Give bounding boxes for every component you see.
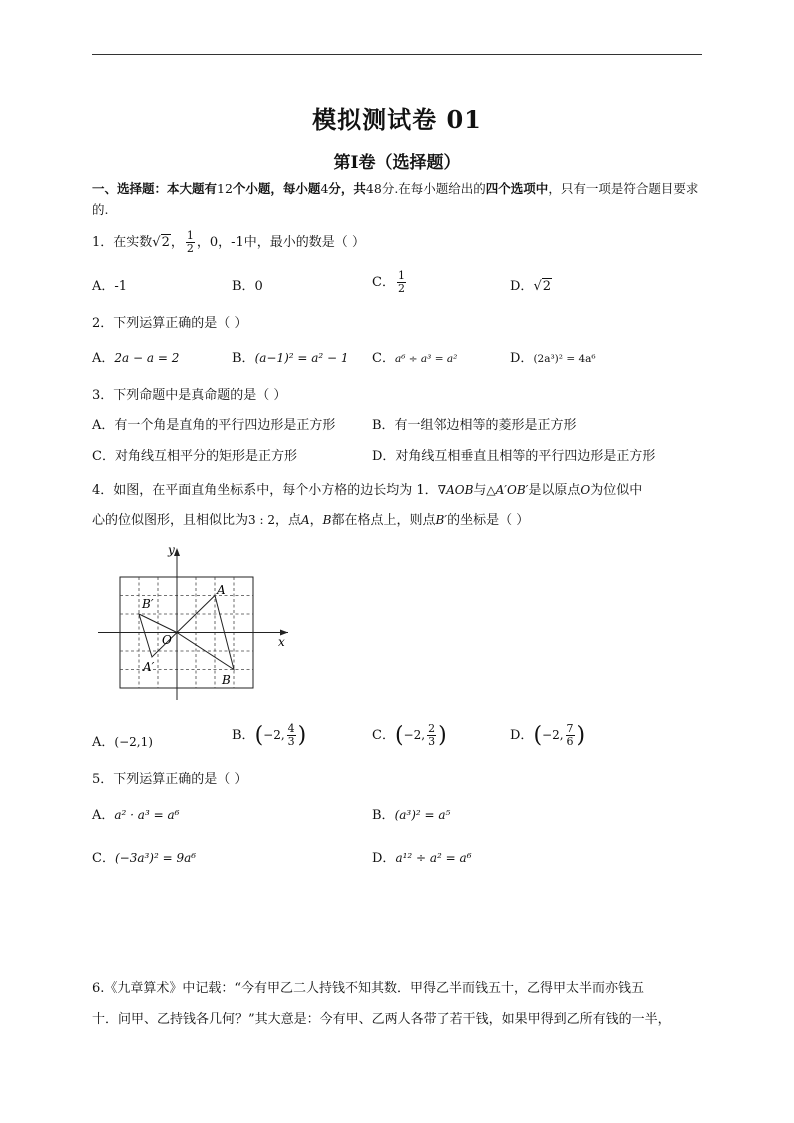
option-label: D．	[372, 851, 396, 866]
point-a-label: A	[217, 583, 226, 597]
q1-sep: ，	[170, 235, 184, 250]
q4-text: 4．如图，在平面直角坐标系中，每个小方格的边长均为 1．	[92, 483, 438, 498]
q4-text: 为位似中	[590, 483, 643, 498]
instructions-bold: 分，共	[328, 181, 366, 196]
question-1-stem	[92, 230, 365, 255]
q4-option-c	[372, 723, 447, 748]
q2-option-c	[372, 347, 457, 366]
x-axis-label: x	[278, 635, 285, 649]
question-4-stem-line-2	[92, 509, 529, 528]
q1-text: 1．在实数	[92, 235, 153, 250]
fraction	[427, 723, 436, 748]
math-expression: A	[300, 513, 310, 527]
option-label: C．	[372, 351, 395, 366]
math-expression: (−2,1)	[114, 735, 153, 749]
origin-label: O	[162, 633, 172, 647]
math-expression: O	[580, 483, 591, 497]
q1-option-d	[510, 275, 552, 294]
math-expression: △A′OB′	[486, 483, 529, 497]
q4-text: ，	[309, 513, 323, 528]
option-label: B．	[372, 808, 395, 823]
section-instructions	[92, 178, 712, 220]
option-label: D．	[510, 279, 534, 294]
q3-option-a: A．有一个角是直角的平行四边形是正方形	[92, 418, 336, 433]
option-label: A．	[92, 351, 115, 366]
q2-option-b	[232, 347, 349, 366]
q5-option-b	[372, 804, 450, 823]
math-expression: 3 : 2	[248, 513, 275, 527]
q4-text: 的坐标是（ ）	[447, 513, 530, 528]
math-expression: a⁶ ÷ a³ = a²	[394, 353, 458, 365]
q2-option-a	[92, 347, 179, 366]
q4-text: ，点	[274, 513, 301, 528]
instructions-num: 48	[365, 181, 382, 196]
math-expression: B	[322, 513, 332, 527]
point-b-prime-label: B′	[142, 597, 154, 611]
math-expression: (−3a³)² = 9a⁶	[114, 851, 197, 865]
instructions-bold: 四个选项中	[485, 181, 549, 196]
q5-option-a	[92, 804, 179, 823]
y-axis-label: y	[168, 543, 175, 557]
y-axis-arrow	[174, 548, 180, 556]
q4-text: 都在格点上，则点	[331, 513, 436, 528]
sqrt-expression: √2	[152, 235, 170, 250]
math-expression: 2a − a = 2	[114, 351, 180, 365]
numerator: 4	[287, 722, 295, 735]
option-label: D．	[510, 351, 534, 366]
numerator: 7	[566, 722, 574, 735]
numerator: 1	[397, 269, 405, 282]
question-6-line-1: 6.《九章算术》中记载：“今有甲乙二人持钱不知其数．甲得乙半而钱五十，乙得甲太半而亦钱五	[92, 981, 645, 996]
radicand: 2	[161, 235, 170, 250]
q3-option-d: D．对角线互相垂直且相等的平行四边形是正方形	[372, 449, 656, 464]
numerator: 2	[428, 722, 436, 735]
q3-option-c: C．对角线互相平分的矩形是正方形	[92, 449, 297, 464]
fraction	[566, 723, 575, 748]
option-label: C．	[372, 275, 395, 290]
math-expression: a² · a³ = a⁶	[114, 808, 180, 822]
question-2-stem: 2．下列运算正确的是（ ）	[92, 316, 248, 331]
paren: )	[297, 723, 307, 748]
paren: (	[254, 723, 264, 748]
q5-option-d	[372, 847, 472, 866]
q4-option-d	[510, 723, 585, 748]
option-label: A．	[92, 735, 115, 750]
denominator: 3	[428, 735, 436, 748]
math-expression: −2,	[542, 728, 564, 742]
fraction	[287, 723, 296, 748]
option-label: B．	[232, 728, 255, 743]
math-expression: B′	[435, 513, 448, 527]
sqrt-expression: √2	[533, 279, 552, 294]
question-6-line-2: 十．问甲、乙持钱各几何？”其大意是：今有甲、乙两人各带了若干钱，如果甲得到乙所有钱的一半，	[92, 1012, 671, 1027]
question-4-stem-line-1	[92, 479, 642, 498]
section-title: 第Ⅰ卷（选择题）	[333, 153, 461, 173]
numerator: 1	[186, 229, 194, 242]
q4-option-b	[232, 723, 306, 748]
denominator: 6	[566, 735, 574, 748]
instructions-num: 4	[320, 181, 329, 196]
q5-option-c	[92, 847, 196, 866]
radicand: 2	[542, 279, 552, 294]
paren: )	[576, 723, 586, 748]
math-expression: −2,	[263, 728, 285, 742]
q1-text: ，0，-1中，最小的数是（ ）	[196, 235, 365, 250]
instructions-num: 12	[217, 181, 233, 196]
q4-text: 与	[473, 483, 487, 498]
option-label: C．	[92, 851, 115, 866]
instructions-text: 分.在每小题给出的	[381, 181, 486, 196]
math-expression: (a³)² = a⁵	[394, 808, 451, 822]
math-expression: a¹² ÷ a² = a⁶	[395, 851, 472, 865]
q1-option-c	[372, 270, 408, 295]
fraction	[397, 270, 406, 295]
denominator: 3	[287, 735, 295, 748]
denominator: 2	[397, 282, 405, 295]
point-a-prime-label: A′	[143, 660, 155, 674]
question-3-stem: 3．下列命题中是真命题的是（ ）	[92, 388, 287, 403]
paren: (	[394, 723, 404, 748]
math-expression: −2,	[403, 728, 426, 742]
page-title: 模拟测试卷 01	[312, 105, 482, 134]
instructions-bold: 一、选择题：本大题有	[92, 181, 218, 196]
option-label: C．	[372, 728, 395, 743]
math-expression: (a−1)² = a² − 1	[254, 351, 349, 365]
math-expression: ∇AOB	[437, 483, 474, 497]
q2-option-d	[510, 347, 596, 366]
denominator: 2	[186, 242, 194, 255]
fraction	[186, 230, 195, 255]
coordinate-figure	[92, 540, 302, 705]
instructions-bold: 个小题，每小题	[232, 181, 321, 196]
point-b-label: B	[222, 673, 231, 687]
paren: (	[533, 723, 543, 748]
math-expression: (2a³)² = 4a⁶	[533, 353, 596, 365]
question-5-stem: 5．下列运算正确的是（ ）	[92, 772, 248, 787]
option-label: A．	[92, 808, 115, 823]
option-label: B．	[232, 351, 255, 366]
q4-option-a	[92, 731, 153, 750]
q3-option-b: B．有一组邻边相等的菱形是正方形	[372, 418, 577, 433]
instructions-text: ，只有一项是符合题目要求的.	[92, 181, 699, 217]
q4-text: 心的位似图形，且相似比为	[92, 513, 249, 528]
q4-text: 是以原点	[528, 483, 581, 498]
paren: )	[438, 723, 447, 748]
option-label: D．	[510, 728, 534, 743]
q1-option-b: B．0	[232, 279, 263, 294]
q1-option-a: A．-1	[92, 279, 128, 294]
header-rule	[92, 54, 702, 55]
